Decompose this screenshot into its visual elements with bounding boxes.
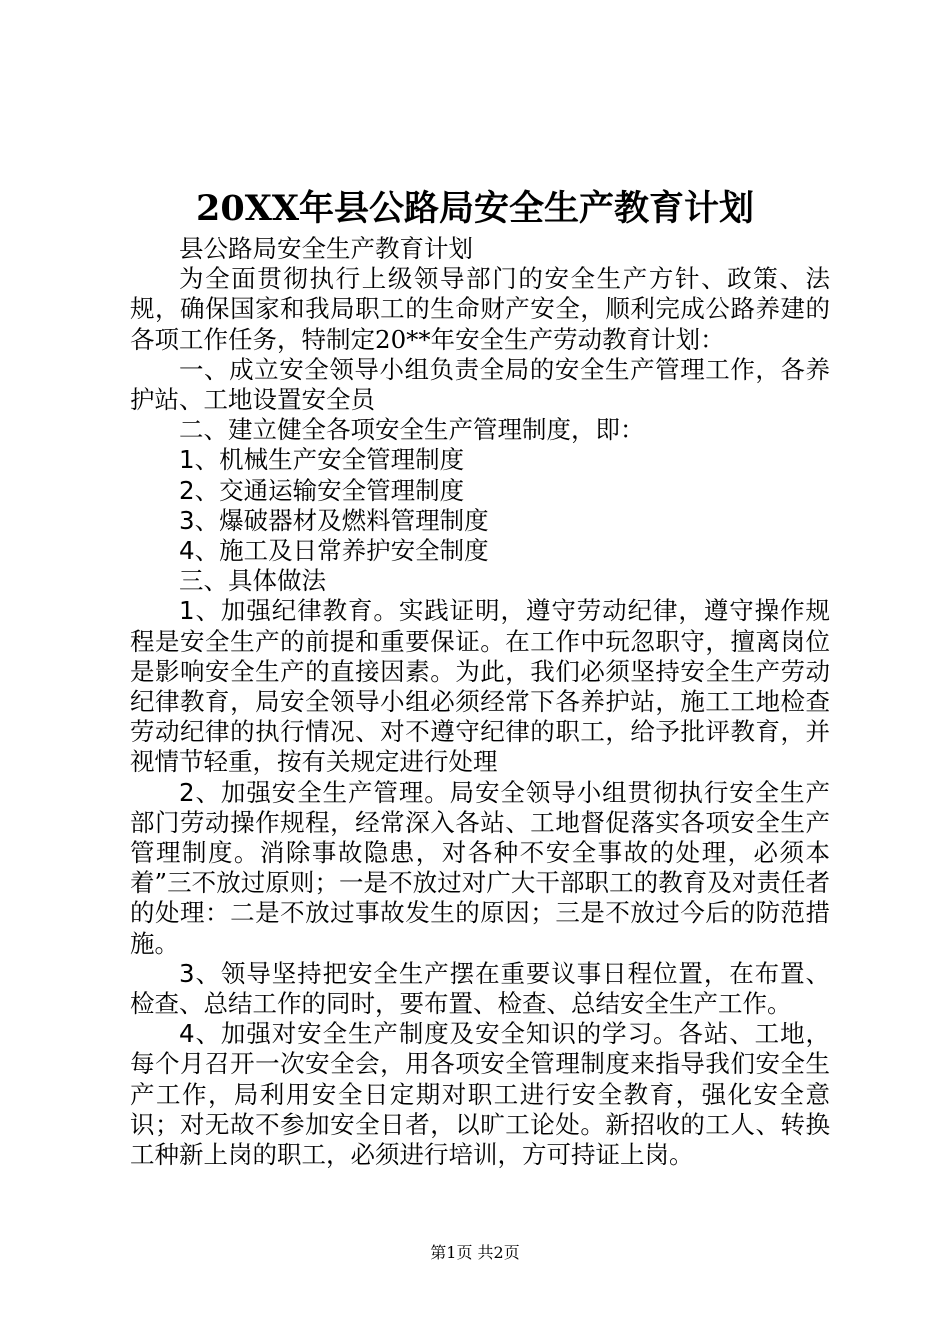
subtitle-paragraph: 县公路局安全生产教育计划	[179, 234, 473, 263]
section-heading-2: 二、建立健全各项安全生产管理制度，即：	[179, 415, 645, 445]
method-body-2: 局安全领导小组贯彻执行安全生产部门劳动操作规程，经常深入各站、工地督促落实各项安全生产管理制度。消除事故隐患，对各种不安全事故的处理，必须本着”三不放过原则；一是不放过对广大干部职工的教育及对责任者的处理：二是不放过事故发生的原因；三是不放过今后的防范措施。	[130, 777, 830, 958]
section-heading-3: 三、具体做法	[179, 566, 326, 596]
rule-item-3: 3、爆破器材及燃料管理制度	[179, 505, 489, 535]
section-heading-1: 一、成立安全领导小组负责全局的安全生产管理工作，各养护站、工地设置安全员	[130, 354, 830, 415]
rule-item-4: 4、施工及日常养护安全制度	[179, 536, 489, 566]
intro-paragraph: 为全面贯彻执行上级领导部门的安全生产方针、政策、法规，确保国家和我局职工的生命财产安全，顺利完成公路养建的各项工作任务，特制定20**年安全生产劳动教育计划：	[130, 264, 830, 354]
page-title: 20XX年县公路局安全生产教育计划	[195, 188, 755, 229]
method-paragraph-4	[130, 1019, 830, 1170]
method-heading-1: 1、加强纪律教育。	[179, 596, 399, 626]
method-heading-4: 4、加强对安全生产制度及安全知识的学习。	[179, 1019, 679, 1049]
method-paragraph-3: 3、领导坚持把安全生产摆在重要议事日程位置，在布置、检查、总结工作的同时，要布置、检查、总结安全生产工作。	[130, 958, 830, 1019]
rule-item-1: 1、机械生产安全管理制度	[179, 445, 465, 475]
method-paragraph-1	[130, 596, 830, 777]
page-footer: 第1页 共2页	[430, 1243, 520, 1262]
method-body-1: 实践证明，遵守劳动纪律，遵守操作规程是安全生产的前提和重要保证。在工作中玩忽职守，擅离岗位是影响安全生产的直接因素。为此，我们必须坚持安全生产劳动纪律教育，局安全领导小组必须经常下各养护站，施工工地检查劳动纪律的执行情况、对不遵守纪律的职工，给予批评教育，并视情节轻重，按有关规定进行处理	[130, 596, 831, 777]
method-body-4: 各站、工地，每个月召开一次安全会，用各项安全管理制度来指导我们安全生产工作，局利用安全日定期对职工进行安全教育，强化安全意识；对无故不参加安全日者，以旷工论处。新招收的工人、转换工种新上岗的职工，必须进行培训，方可持证上岗。	[130, 1019, 831, 1170]
document-body	[130, 234, 830, 1170]
method-heading-2: 2、加强安全生产管理。	[179, 777, 450, 807]
rule-item-2: 2、交通运输安全管理制度	[179, 475, 465, 505]
method-paragraph-2	[130, 778, 830, 959]
